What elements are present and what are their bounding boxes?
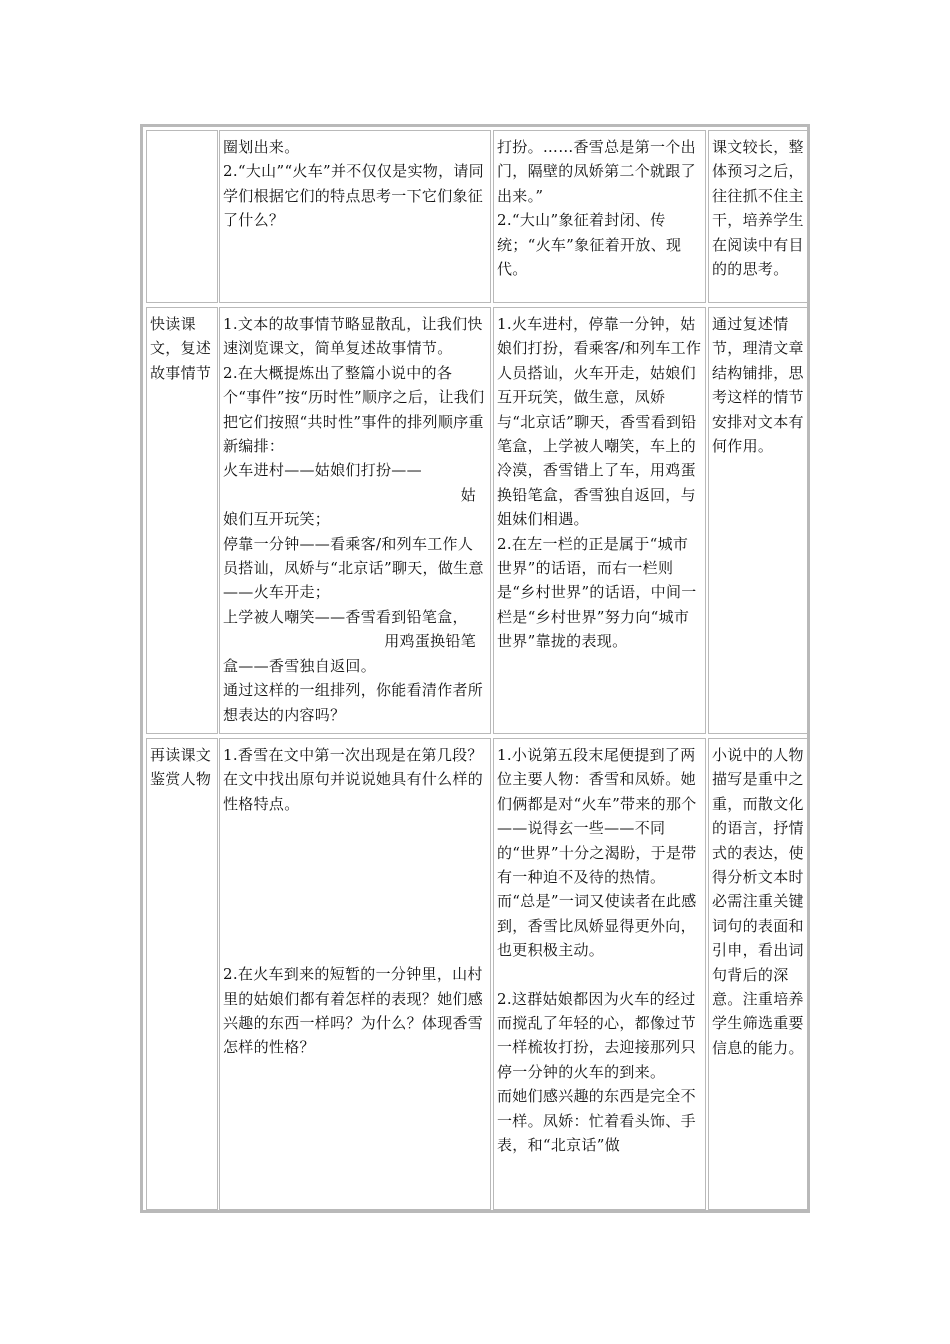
- row1-answer-1: 打扮。……香雪总是第一个出门，隔壁的凤娇第二个就跟了出来。”: [497, 138, 696, 205]
- row1-answer-2: 2.“大山”象征着封闭、传统；“火车”象征着开放、现代。: [497, 211, 682, 279]
- row2-activities-cell: [219, 307, 491, 734]
- row3-activity-2: 2.在火车到来的短暂的一分钟里，山村里的姑娘们都有着怎样的表现？她们感兴趣的东西一样吗？为什么？体现香雪怎样的性格？: [223, 965, 484, 1057]
- row1-section-cell: [146, 130, 218, 303]
- row3-section-cell: [146, 738, 218, 1210]
- row3-answer-2: 2.这群姑娘都因为火车的经过而搅乱了年轻的心，都像过节一样梳妆打扮，去迎接那列只停一分钟的火车的到来。: [497, 989, 696, 1081]
- row1-activity-2: 2.“大山”“火车”并不仅仅是实物，请同学们根据它们的特点思考一下它们象征了什么？: [223, 162, 484, 230]
- row2-activity-4: 姑: [460, 485, 476, 504]
- row1-activities-cell: [219, 130, 491, 303]
- row1-answers-cell: [493, 130, 706, 303]
- row2-purpose-cell: [708, 307, 808, 734]
- row2-answers-cell: [493, 307, 706, 734]
- row2-section: 快读课文，复述故事情节: [150, 315, 212, 382]
- row2-activity-9: 盒——香雪独自返回。: [223, 656, 377, 675]
- row3-purpose-cell: [708, 738, 808, 1210]
- row1-purpose: 课文较长，整体预习之后，往往抓不住主干，培养学生在阅读中有目的的思考。: [712, 138, 804, 279]
- row2-activity-7: 上学被人嘲笑——香雪看到铅笔盒，: [223, 607, 468, 626]
- row3-activities-cell: [219, 738, 491, 1210]
- row2-section-cell: [146, 307, 218, 734]
- row2-activity-2: 2.在大概提炼出了整篇小说中的各个“事件”按“历时性”顺序之后，让我们把它们按照“共时性”事件的排列顺序重新编排：: [223, 363, 485, 456]
- row2-purpose: 通过复述情节，理清文章结构铺排，思考这样的情节安排对文本有何作用。: [712, 315, 804, 456]
- row2-activity-6: 停靠一分钟——看乘客/和列车工作人员搭讪，凤娇与“北京话”聊天，做生意——火车开走；: [223, 534, 484, 602]
- row2-activity-8: 用鸡蛋换铅笔: [384, 632, 476, 651]
- row2-activity-5: 娘们互开玩笑；: [223, 510, 331, 529]
- row2-activity-10: 通过这样的一组排列，你能看清作者所想表达的内容吗？: [223, 681, 484, 724]
- row2-answer-1: 1.火车进村，停靠一分钟，姑娘们打扮，看乘客/和列车工作人员搭讪，火车开走，姑娘们互开玩笑，做生意，凤娇与“北京话”聊天，香雪看到铅笔盒，上学被人嘲笑，车上的冷漠，香雪错上了车，用鸡蛋换铅笔盒，香雪独自返回，与姐妹们相遇。: [497, 315, 702, 529]
- row1-activity-1: 圈划出来。: [223, 138, 300, 156]
- row3-answer-3: 而她们感兴趣的东西是完全不一样。凤娇：忙着看头饰、手表，和“北京话”做: [497, 1087, 696, 1155]
- row1-purpose-cell: [708, 130, 808, 303]
- row2-activity-3: 火车进村——姑娘们打扮——: [223, 461, 422, 480]
- row2-answer-2: 2.在左一栏的正是属于“城市世界”的话语，而右一栏则是“乡村世界”的话语，中间一栏是“乡村世界”努力向“城市世界”靠拢的表现。: [497, 534, 697, 651]
- row3-answers-cell: [493, 738, 706, 1210]
- lesson-plan-table: [140, 124, 810, 1213]
- row2-activity-1: 1.文本的故事情节略显散乱，让我们快速浏览课文，简单复述故事情节。: [223, 315, 483, 358]
- row3-answer-1: 1.小说第五段末尾便提到了两位主要人物：香雪和凤娇。她们俩都是对“火车”带来的那个——说得玄一些——不同的“世界”十分之渴盼，于是带有一种迫不及待的热情。而“总是”一词又使读者在此感到，香雪比凤娇显得更外向，也更积极主动。: [497, 746, 697, 960]
- row3-activity-1: 1.香雪在文中第一次出现是在第几段？在文中找出原句并说说她具有什么样的性格特点。: [223, 746, 484, 813]
- row3-purpose: 小说中的人物描写是重中之重，而散文化的语言，抒情式的表达，使得分析文本时必需注重关键词句的表面和引申，看出词句背后的深意。注重培养学生筛选重要信息的能力。: [712, 746, 804, 1057]
- row3-section: 再读课文鉴赏人物: [150, 746, 212, 789]
